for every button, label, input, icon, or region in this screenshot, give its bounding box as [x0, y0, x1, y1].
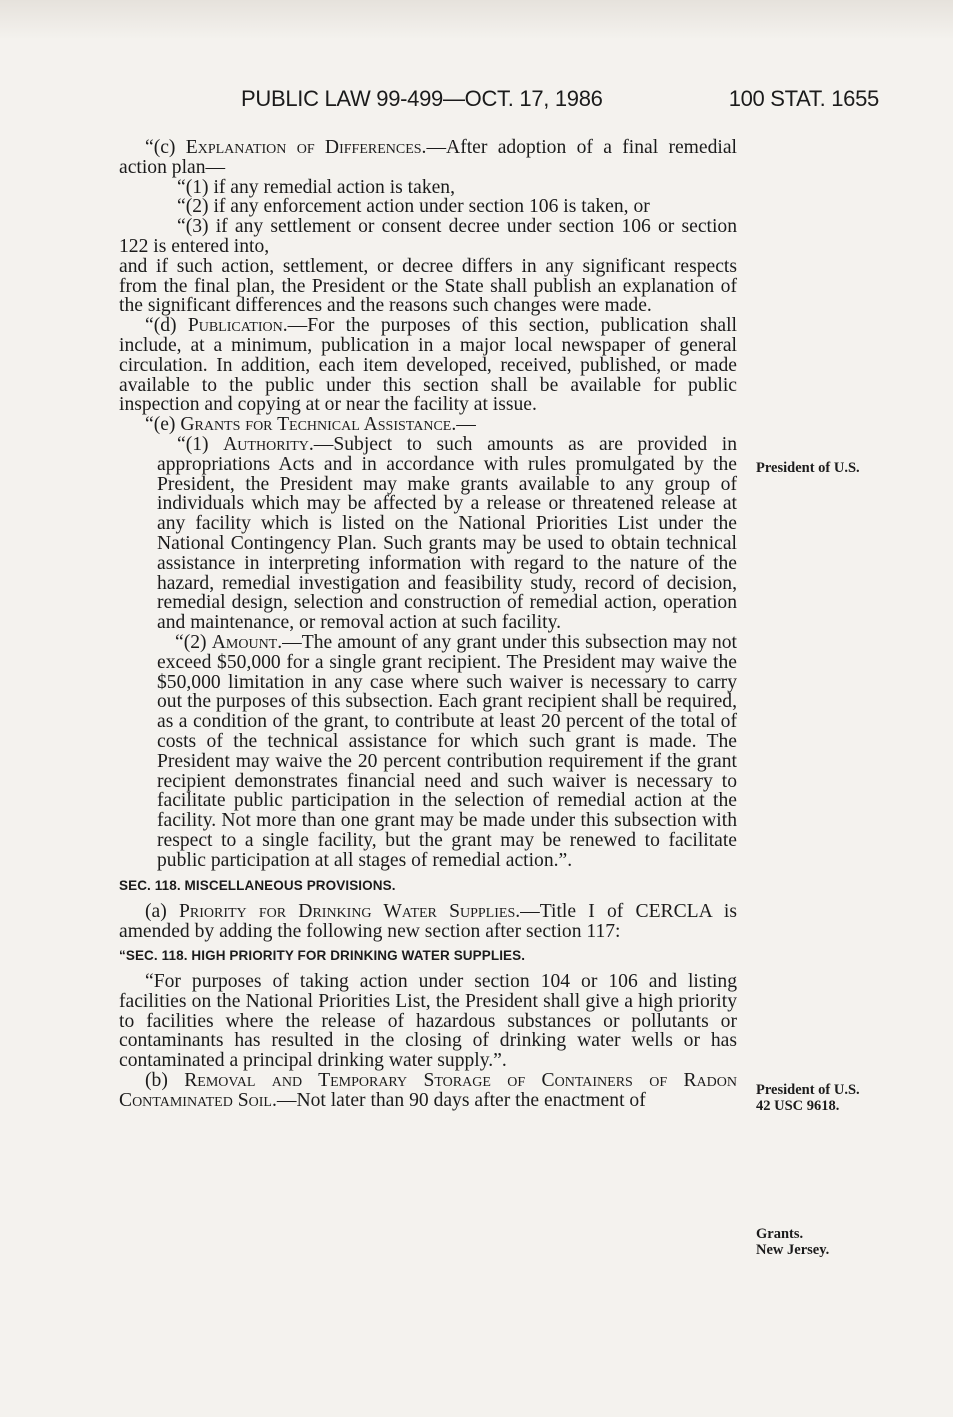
para-a: (a) Priority for Drinking Water Supplies.—Title I of CERCLA is amended by adding the following new section after section 117: [119, 901, 737, 943]
margin-note-president: President of U.S. [756, 460, 860, 476]
body-text [119, 138, 737, 1111]
para-e: “(e) Grants for Technical Assistance.— [145, 414, 476, 436]
para-c1: “(1) if any remedial action is taken, [177, 176, 456, 198]
section-118-heading: SEC. 118. MISCELLANEOUS PROVISIONS. [119, 878, 396, 894]
header-title: PUBLIC LAW 99-499—OCT. 17, 1986 [241, 86, 603, 111]
scan-edge [0, 0, 953, 40]
inner-section-heading: “SEC. 118. HIGH PRIORITY FOR DRINKING WATER SUPPLIES. [119, 948, 526, 964]
para-b: (b) Removal and Temporary Storage of Containers of Radon Contaminated Soil.—Not later than 90 days after the enactment of [119, 1070, 737, 1111]
para-c3: “(3) if any settlement or consent decree under section 106 or section 122 is entered into, [119, 216, 737, 257]
para-d: “(d) Publication.—For the purposes of this section, publication shall include, at a minimum, publication in a major local newspaper of general circulation. In addition, each item developed, received, published, or made available to the public under this section shall be available for public inspection and copying at or near the facility at issue. [119, 315, 737, 416]
header-stat: 100 STAT. 1655 [728, 86, 879, 111]
para-e2: “(2) Amount.—The amount of any grant under this subsection may not exceed $50,000 for a single grant recipient. The President may waive the $50,000 limitation in any case where such waiver is necessary to carry out the purposes of this subsection. Each grant recipient shall be required, as a condition of the grant, to contribute at least 20 percent of the total of costs of the technical assistance for which such grant is made. The President may waive the 20 percent contribution requirement if the grant recipient demonstrates financial need and such waiver is necessary to facilitate public participation in the selection of remedial action at the facility. Not more than one grant may be made under this subsection with respect to a single facility, but the grant may be renewed to facilitate public participation at all stages of remedial action.”. [157, 631, 737, 871]
para-c-tail: and if such action, settlement, or decree differs in any significant respects from the final plan, the President or the State shall publish an explanation of the significant differences and the reasons such changes were made. [119, 255, 737, 317]
para-c2: “(2) if any enforcement action under section 106 is taken, or [177, 196, 650, 218]
page-header [119, 86, 879, 120]
margin-note-grants: Grants. New Jersey. [756, 1226, 830, 1258]
para-c: “(c) Explanation of Differences.—After adoption of a final remedial action plan— [119, 137, 738, 178]
para-e1: “(1) Authority.—Subject to such amounts as are provided in appropriations Acts and in accordance with rules promulgated by the President, the President may make grants available to any group of individuals which may be affected by a release or threatened release at any facility which is listed on the National Priorities List under the National Contingency Plan. Such grants may be used to obtain technical assistance in interpreting information with regard to the nature of the hazard, remedial investigation and feasibility study, record of decision, remedial design, selection and construction of remedial action, operation and maintenance, or removal action at such facility. [157, 433, 737, 634]
margin-note-president-usc: President of U.S. 42 USC 9618. [756, 1082, 860, 1114]
para-inner: “For purposes of taking action under section 104 or 106 and listing facilities on the National Priorities List, the President shall give a high priority to facilities where the release of hazardous substances or pollutants or contaminants has resulted in the closing of drinking water wells or has contaminated a principal drinking water supply.”. [119, 971, 737, 1072]
